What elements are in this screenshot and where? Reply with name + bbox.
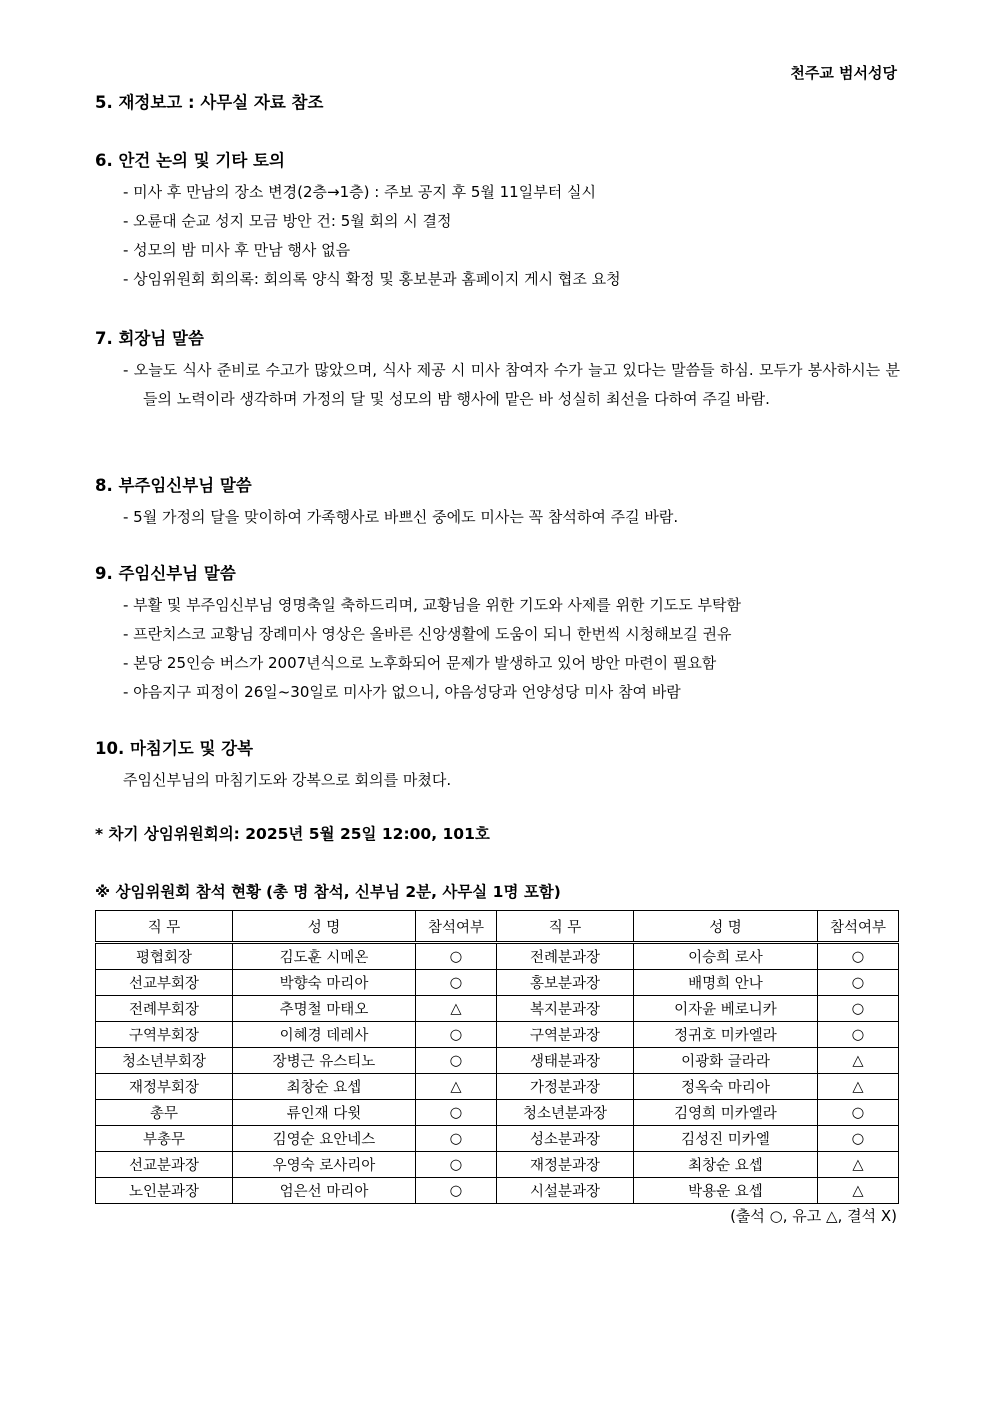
table-cell: 우영숙 로사리아 bbox=[233, 1152, 416, 1178]
table-cell: ○ bbox=[416, 1126, 497, 1152]
table-cell: ○ bbox=[818, 943, 899, 970]
attendance-table-body bbox=[96, 943, 899, 1204]
list-item: - 미사 후 만남의 장소 변경(2층→1층) : 주보 공지 후 5월 11일부터 실시 bbox=[123, 183, 596, 201]
section-heading: 6. 안건 논의 및 기타 토의 bbox=[95, 151, 285, 170]
table-cell: 이광화 글라라 bbox=[634, 1048, 818, 1074]
column-header: 성 명 bbox=[233, 911, 416, 943]
table-cell: ○ bbox=[416, 970, 497, 996]
section-finance-report bbox=[95, 90, 900, 120]
table-row bbox=[96, 970, 899, 996]
table-cell: 노인분과장 bbox=[96, 1178, 233, 1204]
table-cell: 부총무 bbox=[96, 1126, 233, 1152]
table-cell: 구역분과장 bbox=[497, 1022, 634, 1048]
table-cell: 재정분과장 bbox=[497, 1152, 634, 1178]
section-heading: 9. 주임신부님 말씀 bbox=[95, 564, 236, 583]
table-cell: ○ bbox=[416, 1178, 497, 1204]
paragraph: 주임신부님의 마침기도와 강복으로 회의를 마쳤다. bbox=[123, 771, 452, 789]
table-row bbox=[96, 1178, 899, 1204]
list-item: - 프란치스코 교황님 장례미사 영상은 올바른 신앙생활에 도움이 되니 한번씩 시청해보길 권유 bbox=[123, 625, 732, 643]
table-cell: 김도훈 시메온 bbox=[233, 943, 416, 970]
table-cell: 평협회장 bbox=[96, 943, 233, 970]
table-cell: 복지분과장 bbox=[497, 996, 634, 1022]
table-cell: ○ bbox=[416, 1100, 497, 1126]
column-header: 직 무 bbox=[497, 911, 634, 943]
table-cell: ○ bbox=[416, 1152, 497, 1178]
table-row bbox=[96, 1100, 899, 1126]
column-header: 참석여부 bbox=[416, 911, 497, 943]
table-cell: ○ bbox=[416, 1048, 497, 1074]
list-item: - 5월 가정의 달을 맞이하여 가족행사로 바쁘신 중에도 미사는 꼭 참석하여 주길 바람. bbox=[123, 508, 679, 526]
table-cell: 전례분과장 bbox=[497, 943, 634, 970]
table-cell: ○ bbox=[416, 1022, 497, 1048]
table-cell: 김영희 미카엘라 bbox=[634, 1100, 818, 1126]
table-cell: 선교부회장 bbox=[96, 970, 233, 996]
table-cell: 이승희 로사 bbox=[634, 943, 818, 970]
table-cell: ○ bbox=[818, 970, 899, 996]
section-president-remarks bbox=[95, 326, 900, 414]
table-cell: △ bbox=[818, 1152, 899, 1178]
list-item: - 상임위원회 회의록: 회의록 양식 확정 및 홍보분과 홈페이지 게시 협조 요청 bbox=[123, 270, 621, 288]
table-cell: △ bbox=[416, 996, 497, 1022]
table-cell: 홍보분과장 bbox=[497, 970, 634, 996]
table-cell: 정옥숙 마리아 bbox=[634, 1074, 818, 1100]
table-cell: △ bbox=[818, 1048, 899, 1074]
table-cell: 이혜경 데레사 bbox=[233, 1022, 416, 1048]
table-cell: △ bbox=[416, 1074, 497, 1100]
table-cell: 김영순 요안네스 bbox=[233, 1126, 416, 1152]
column-header: 직 무 bbox=[96, 911, 233, 943]
table-cell: ○ bbox=[818, 996, 899, 1022]
table-row bbox=[96, 1152, 899, 1178]
table-cell: 장병근 유스티노 bbox=[233, 1048, 416, 1074]
organization-name: 천주교 범서성당 bbox=[790, 64, 897, 82]
section-heading: 5. 재정보고 : 사무실 자료 참조 bbox=[95, 93, 324, 112]
table-cell: 정귀호 미카엘라 bbox=[634, 1022, 818, 1048]
table-row bbox=[96, 1074, 899, 1100]
table-cell: 엄은선 마리아 bbox=[233, 1178, 416, 1204]
table-cell: 최창순 요셉 bbox=[233, 1074, 416, 1100]
table-cell: 이자윤 베로니카 bbox=[634, 996, 818, 1022]
table-cell: 재정부회장 bbox=[96, 1074, 233, 1100]
table-cell: ○ bbox=[818, 1022, 899, 1048]
column-header: 성 명 bbox=[634, 911, 818, 943]
list-item: - 성모의 밤 미사 후 만남 행사 없음 bbox=[123, 241, 351, 259]
table-cell: ○ bbox=[818, 1126, 899, 1152]
table-cell: 류인재 다윗 bbox=[233, 1100, 416, 1126]
table-cell: 총무 bbox=[96, 1100, 233, 1126]
section-pastor-remarks bbox=[95, 561, 900, 707]
table-row bbox=[96, 1022, 899, 1048]
table-cell: 청소년분과장 bbox=[497, 1100, 634, 1126]
list-item: - 부활 및 부주임신부님 영명축일 축하드리며, 교황님을 위한 기도와 사제를 위한 기도도 부탁함 bbox=[123, 596, 742, 614]
list-item: - 오늘도 식사 준비로 수고가 많았으며, 식사 제공 시 미사 참여자 수가 늘고 있다는 말씀들 하심. 모두가 봉사하시는 분들의 노력이라 생각하며 가정의 달 및 성모의 밤 행사에 맡은 바 성실히 최선을 다하여 주길 바람. bbox=[123, 361, 900, 408]
attendance-table bbox=[95, 910, 899, 1204]
table-cell: 선교분과장 bbox=[96, 1152, 233, 1178]
table-row bbox=[96, 1048, 899, 1074]
table-cell: 구역부회장 bbox=[96, 1022, 233, 1048]
table-cell: 청소년부회장 bbox=[96, 1048, 233, 1074]
list-item: - 야음지구 피정이 26일~30일로 미사가 없으니, 야음성당과 언양성당 미사 참여 바람 bbox=[123, 683, 681, 701]
attendance-heading: ※ 상임위원회 참석 현황 bbox=[95, 883, 262, 901]
table-cell: 박용운 요셉 bbox=[634, 1178, 818, 1204]
table-row bbox=[96, 1126, 899, 1152]
table-cell: 생태분과장 bbox=[497, 1048, 634, 1074]
table-header-row bbox=[96, 911, 899, 943]
attendance-subtitle: (총 명 참석, 신부님 2분, 사무실 1명 포함) bbox=[265, 883, 561, 901]
table-cell: 전례부회장 bbox=[96, 996, 233, 1022]
table-cell: △ bbox=[818, 1074, 899, 1100]
table-cell: 김성진 미카엘 bbox=[634, 1126, 818, 1152]
table-row bbox=[96, 943, 899, 970]
table-cell: 최창순 요셉 bbox=[634, 1152, 818, 1178]
table-cell: ○ bbox=[416, 943, 497, 970]
table-row bbox=[96, 996, 899, 1022]
list-item: - 오륜대 순교 성지 모금 방안 건: 5월 회의 시 결정 bbox=[123, 212, 452, 230]
column-header: 참석여부 bbox=[818, 911, 899, 943]
table-cell: 성소분과장 bbox=[497, 1126, 634, 1152]
table-cell: △ bbox=[818, 1178, 899, 1204]
table-cell: 가정분과장 bbox=[497, 1074, 634, 1100]
table-cell: 추명철 마태오 bbox=[233, 996, 416, 1022]
section-closing-prayer bbox=[95, 736, 900, 795]
table-cell: 박향숙 마리아 bbox=[233, 970, 416, 996]
section-agenda-discussion bbox=[95, 148, 900, 294]
table-cell: ○ bbox=[818, 1100, 899, 1126]
list-item: - 본당 25인승 버스가 2007년식으로 노후화되어 문제가 발생하고 있어 방안 마련이 필요함 bbox=[123, 654, 717, 672]
attendance-legend: (출석 ○, 유고 △, 결석 X) bbox=[730, 1207, 897, 1225]
table-cell: 시설분과장 bbox=[497, 1178, 634, 1204]
section-heading: 8. 부주임신부님 말씀 bbox=[95, 476, 252, 495]
table-cell: 배명희 안나 bbox=[634, 970, 818, 996]
section-assistant-priest-remarks bbox=[95, 473, 900, 532]
attendance-title bbox=[95, 880, 561, 902]
section-heading: 10. 마침기도 및 강복 bbox=[95, 739, 254, 758]
next-meeting-notice: * 차기 상임위원회의: 2025년 5월 25일 12:00, 101호 bbox=[95, 825, 490, 843]
section-heading: 7. 회장님 말씀 bbox=[95, 329, 204, 348]
